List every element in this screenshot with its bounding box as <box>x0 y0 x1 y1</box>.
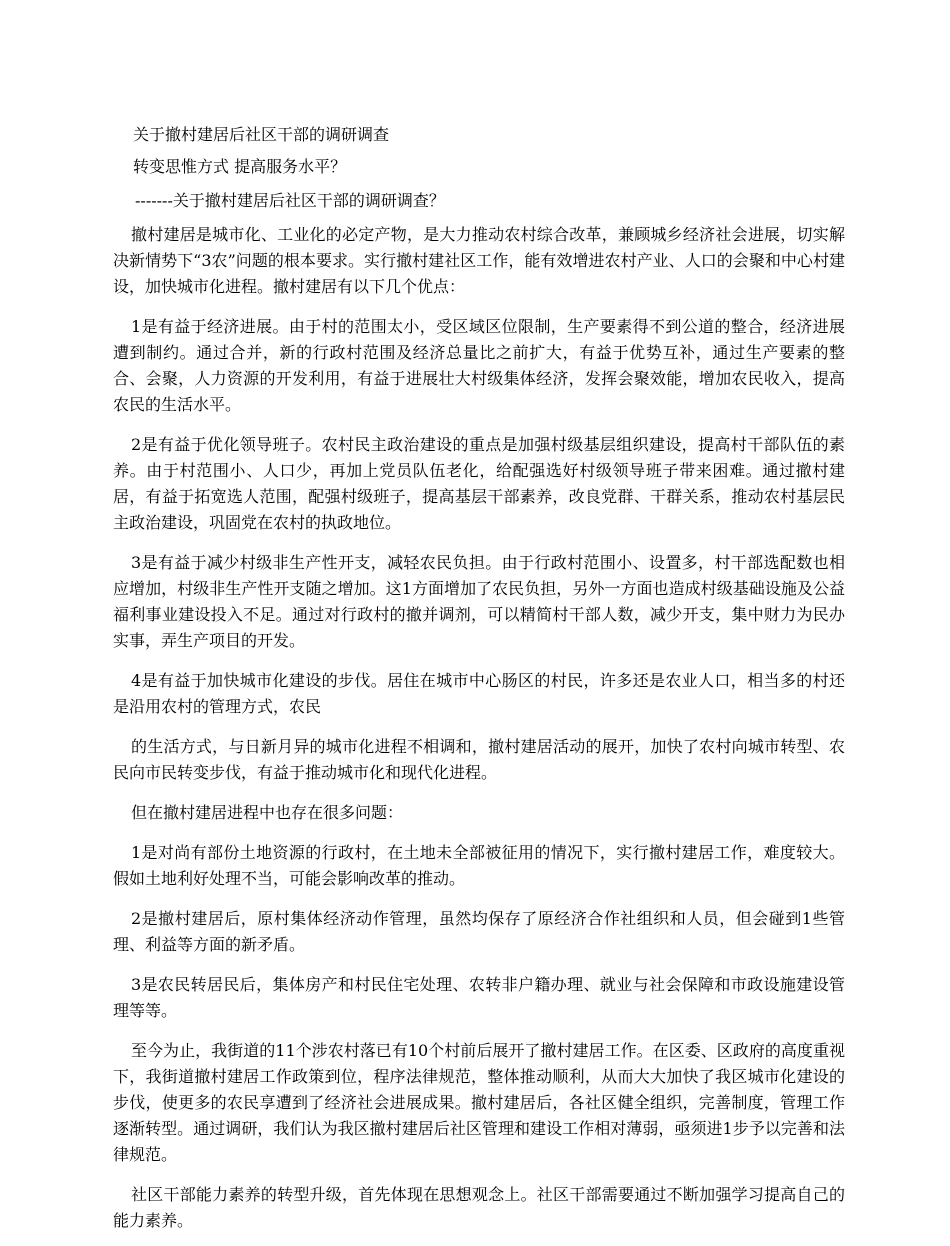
paragraph-intro: 撤村建居是城市化、工业化的必定产物，是大力推动农村综合改革，兼顾城乡经济社会进展，切实解决新情势下“3农”问题的根本要求。实行撤村建社区工作，能有效增进农村产业、人口的会聚和中心村建设，加快城市化进程。撤村建居有以下几个优点： <box>113 225 845 296</box>
document-subtitle-secondary: -------关于撤村建居后社区干部的调研调查？ <box>135 191 445 210</box>
paragraph-point-4-continued: 的生活方式，与日新月异的城市化进程不相调和，撤村建居活动的展开，加快了农村向城市转型、农民向市民转变步伐，有益于推动城市化和现代化进程。 <box>113 737 845 782</box>
document-title: 关于撤村建居后社区干部的调研调查 <box>133 125 390 144</box>
document-body <box>113 122 845 1246</box>
paragraph-point-3: 3是有益于减少村级非生产性开支，减轻农民负担。由于行政村范围小、设置多，村干部选配数也相应增加，村级非生产性开支随之增加。这1方面增加了农民负担，另外一方面也造成村级基础设施及公益福利事业建设投入不足。通过对行政村的撤并调剂，可以精简村干部人数，减少开支，集中财力为民办实事，弄生产项目的开发。 <box>113 553 845 650</box>
paragraph-cadre-ability: 社区干部能力素养的转型升级，首先体现在思想观念上。社区干部需要通过不断加强学习提高自己的能力素养。 <box>113 1185 845 1230</box>
paragraph-problem-3: 3是农民转居民后，集体房产和村民住宅处理、农转非户籍办理、就业与社会保障和市政设施建设管理等等。 <box>113 975 845 1020</box>
paragraph-point-1: 1是有益于经济进展。由于村的范围太小，受区域区位限制，生产要素得不到公道的整合，经济进展遭到制约。通过合并，新的行政村范围及经济总量比之前扩大，有益于优势互补，通过生产要素的整合、会聚，人力资源的开发利用，有益于进展壮大村级集体经济，发挥会聚效能，增加农民收入，提高农民的生活水平。 <box>113 317 845 414</box>
paragraph-point-4: 4是有益于加快城市化建设的步伐。居住在城市中心肠区的村民，许多还是农业人口，相当多的村还是沿用农村的管理方式，农民 <box>113 671 845 716</box>
paragraph-problems-intro: 但在撤村建居进程中也存在很多问题： <box>131 803 404 822</box>
paragraph-point-2: 2是有益于优化领导班子。农村民主政治建设的重点是加强村级基层组织建设，提高村干部队伍的素养。由于村范围小、人口少，再加上党员队伍老化，给配强选好村级领导班子带来困难。通过撤村建居，有益于拓宽选人范围，配强村级班子，提高基层干部素养，改良党群、干群关系，推动农村基层民主政治建设，巩固党在农村的执政地位。 <box>113 435 845 532</box>
paragraph-problem-2: 2是撤村建居后，原村集体经济动作管理，虽然均保存了原经济合作社组织和人员，但会碰到1些管理、利益等方面的新矛盾。 <box>113 909 845 954</box>
document-subtitle: 转变思惟方式 提高服务水平？ <box>133 157 347 176</box>
paragraph-progress: 至今为止，我街道的11个涉农村落已有10个村前后展开了撤村建居工作。在区委、区政府的高度重视下，我街道撤村建居工作政策到位，程序法律规范，整体推动顺利，从而大大加快了我区城市化建设的步伐，使更多的农民享遭到了经济社会进展成果。撤村建居后，各社区健全组织，完善制度，管理工作逐渐转型。通过调研，我们认为我区撤村建居后社区管理和建设工作相对薄弱，亟须进1步予以完善和法律规范。 <box>113 1041 845 1164</box>
paragraph-problem-1: 1是对尚有部份土地资源的行政村，在土地未全部被征用的情况下，实行撤村建居工作，难度较大。假如土地利好处理不当，可能会影响改革的推动。 <box>113 843 845 888</box>
